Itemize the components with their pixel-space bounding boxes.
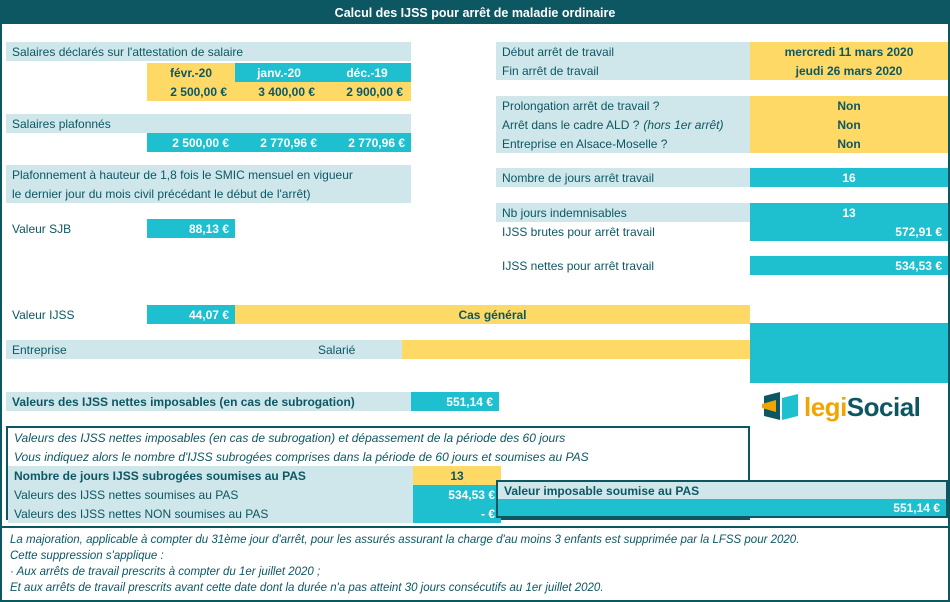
- legisocial-logo: [762, 387, 948, 427]
- month-header-2: janv.-20: [235, 63, 323, 82]
- valeur-ijss: 44,07 €: [147, 305, 235, 324]
- label-alsace-moselle: Entreprise en Alsace-Moselle ?: [496, 134, 750, 153]
- label-ijss-brutes: IJSS brutes pour arrêt travail: [502, 224, 655, 239]
- subrogation-note-line1: Valeurs des IJSS nettes imposables (en cas de subrogation) et dépassement de la période des 60 jours: [14, 430, 566, 445]
- label-salaires-plafonnes: Salaires plafonnés: [6, 114, 411, 133]
- valeur-sjb: 88,13 €: [147, 219, 235, 238]
- month-header-1: févr.-20: [147, 63, 235, 82]
- footer-line-1: La majoration, applicable à compter du 31ème jour d'arrêt, pour les assurés assurant la charge d'au moins 3 enfants est supprimée par la LFSS pour 2020.: [10, 534, 800, 546]
- label-nb-jours-subrogees: Nombre de jours IJSS subrogées soumises au PAS: [8, 466, 413, 485]
- label-ald: [496, 115, 750, 134]
- logo-mark-icon: [762, 390, 802, 424]
- cas-general-banner: Cas général: [235, 305, 750, 324]
- note-plafonnement-line2: le dernier jour du mois civil précédant le début de l'arrêt): [6, 184, 411, 203]
- value-debut-arret[interactable]: mercredi 11 mars 2020: [750, 42, 948, 61]
- subrogation-note-line2: Vous indiquez alors le nombre d'IJSS subrogées comprises dans la période de 60 jours et soumises au PAS: [14, 449, 589, 464]
- label-ijss-soumises-pas: Valeurs des IJSS nettes soumises au PAS: [8, 485, 413, 504]
- label-ald-note: (hors 1er arrêt): [643, 117, 724, 132]
- value-ijss-soumises-pas: 534,53 €: [413, 485, 501, 504]
- label-valeur-ijss: Valeur IJSS: [12, 307, 75, 322]
- value-ijss-brutes: 572,91 €: [750, 222, 948, 241]
- logo-text-social: Social: [846, 391, 921, 422]
- label-debut-arret: Début arrêt de travail: [496, 42, 750, 61]
- label-valeurs-nettes-imposables: Valeurs des IJSS nettes imposables (en cas de subrogation): [6, 392, 411, 411]
- value-nb-jours-indemnisables: 13: [750, 203, 948, 222]
- value-alsace-moselle[interactable]: Non: [750, 134, 948, 153]
- value-ald[interactable]: Non: [750, 115, 948, 134]
- salaire-plafonne-3: 2 770,96 €: [323, 133, 411, 152]
- label-entreprise: Entreprise: [6, 340, 312, 359]
- footer-line-4: Et aux arrêts de travail prescrits avant cette date dont la durée n'a pas atteint 30 jours consécutifs au 1er juillet 2020.: [10, 582, 604, 594]
- label-prolongation: Prolongation arrêt de travail ?: [496, 96, 750, 115]
- value-fin-arret[interactable]: jeudi 26 mars 2020: [750, 61, 948, 80]
- note-plafonnement-line1: Plafonnement à hauteur de 1,8 fois le SMIC mensuel en vigueur: [6, 165, 411, 184]
- value-valeur-imposable-pas: 551,14 €: [498, 499, 946, 516]
- salaire-plafonne-2: 2 770,96 €: [235, 133, 323, 152]
- footer-line-3: · Aux arrêts de travail prescrits à compter du 1er juillet 2020 ;: [10, 566, 321, 578]
- label-nb-jours-indemnisables: Nb jours indemnisables: [496, 203, 750, 222]
- label-valeur-imposable-pas: Valeur imposable soumise au PAS: [498, 482, 946, 499]
- value-prolongation[interactable]: Non: [750, 96, 948, 115]
- footer-line-2: Cette suppression s'applique :: [10, 550, 164, 562]
- value-nb-jours-arret: 16: [750, 168, 948, 187]
- salaire-plafonne-1: 2 500,00 €: [147, 133, 235, 152]
- band-salarie-value: [402, 340, 750, 359]
- label-nb-jours-arret: Nombre de jours arrêt travail: [496, 168, 750, 187]
- value-ijss-non-soumises-pas: - €: [413, 504, 501, 523]
- label-valeur-sjb: Valeur SJB: [12, 221, 72, 236]
- salaire-declare-3[interactable]: 2 900,00 €: [323, 82, 411, 101]
- page-title: Calcul des IJSS pour arrêt de maladie ordinaire: [2, 2, 948, 24]
- label-salarie: Salarié: [312, 340, 402, 359]
- decorative-cyan-block: [750, 323, 948, 383]
- label-ijss-non-soumises-pas: Valeurs des IJSS nettes NON soumises au PAS: [8, 504, 413, 523]
- salaire-declare-1[interactable]: 2 500,00 €: [147, 82, 235, 101]
- valeurs-nettes-imposables: 551,14 €: [411, 392, 499, 411]
- salaire-declare-2[interactable]: 3 400,00 €: [235, 82, 323, 101]
- value-nb-jours-subrogees[interactable]: 13: [413, 466, 501, 485]
- label-ijss-nettes: IJSS nettes pour arrêt travail: [502, 258, 655, 273]
- label-fin-arret: Fin arrêt de travail: [496, 61, 750, 80]
- footer-note: [2, 526, 948, 600]
- label-salaires-declares: Salaires déclarés sur l'attestation de salaire: [6, 42, 411, 61]
- valeur-imposable-panel: [496, 480, 948, 518]
- label-ald-text: Arrêt dans le cadre ALD ?: [502, 117, 640, 132]
- month-header-3: déc.-19: [323, 63, 411, 82]
- logo-text-legi: legi: [804, 391, 847, 422]
- value-ijss-nettes: 534,53 €: [750, 256, 948, 275]
